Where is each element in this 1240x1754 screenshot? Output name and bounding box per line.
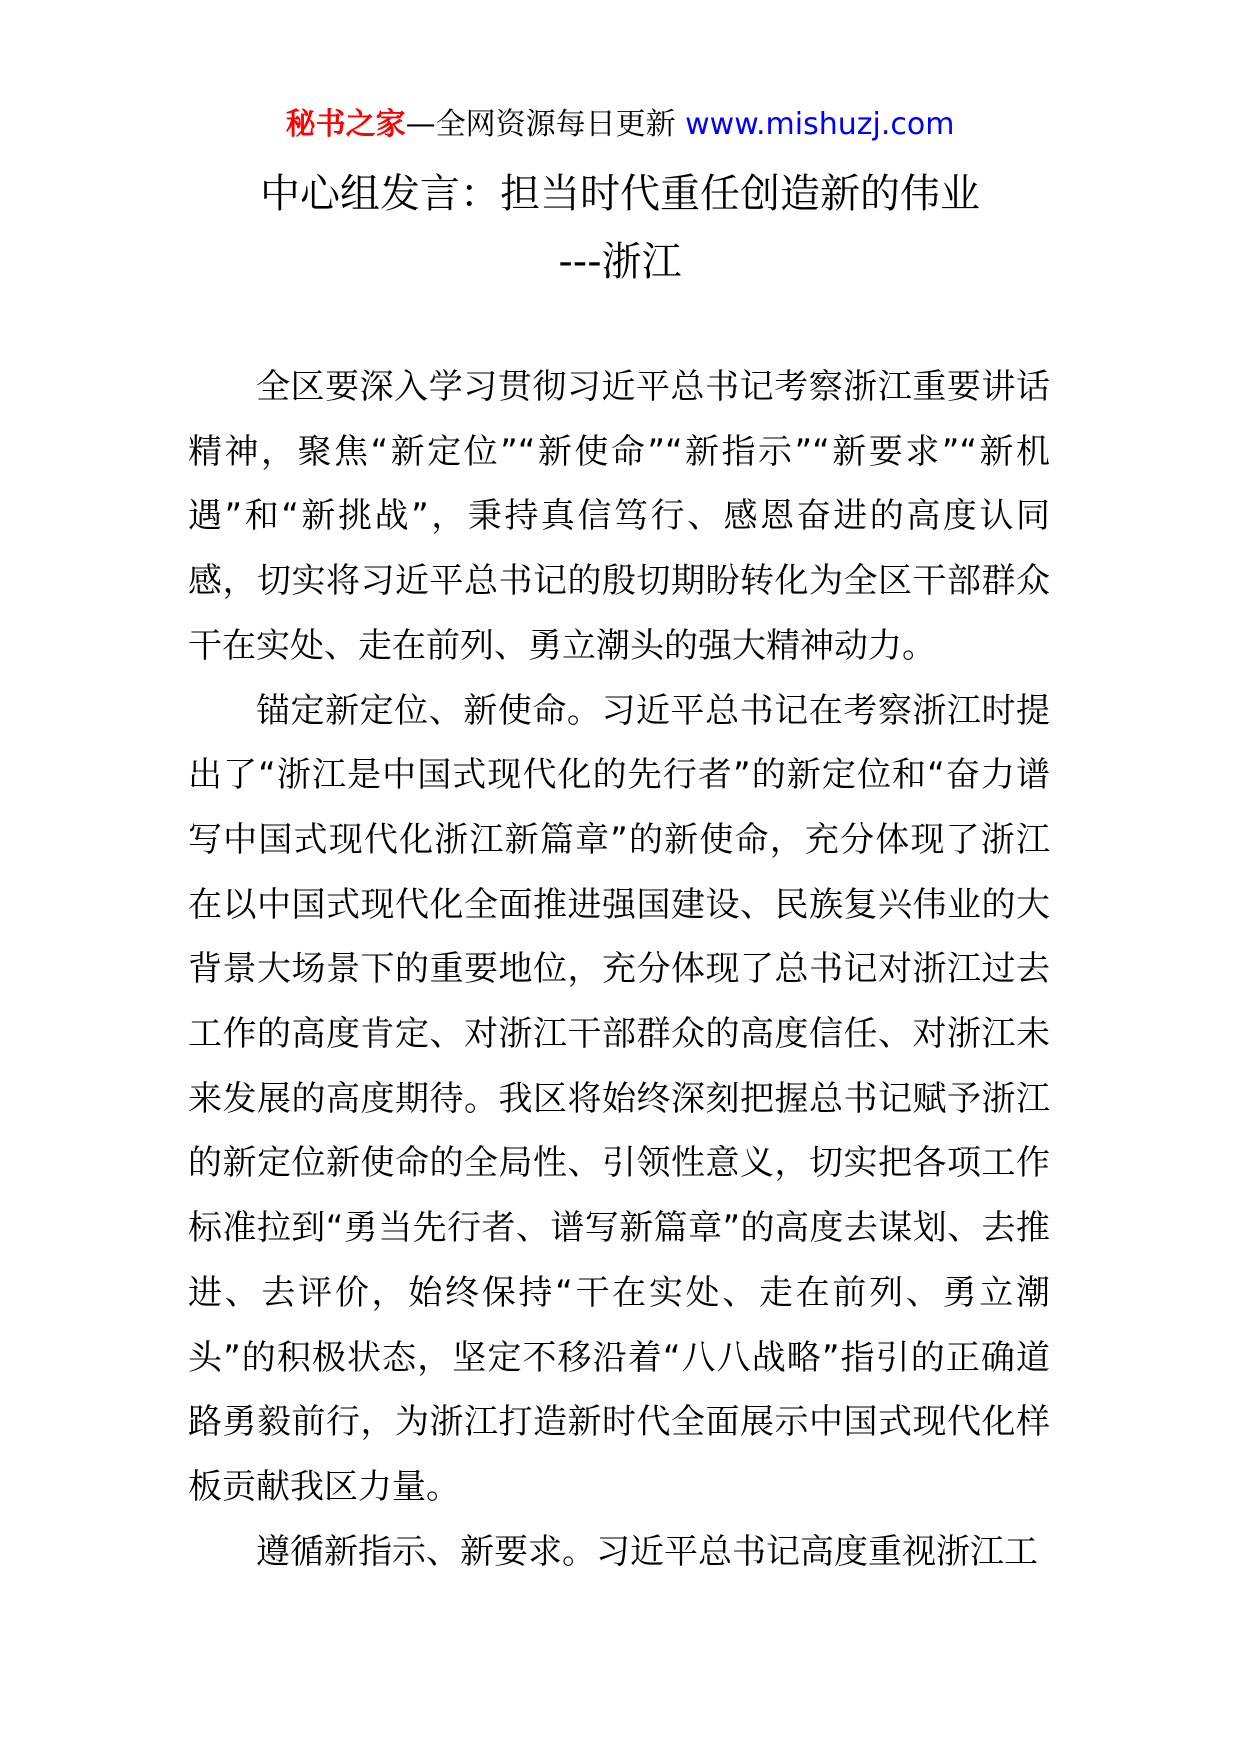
paragraph: 遵循新指示、新要求。习近平总书记高度重视浙江工 [256,1531,1038,1572]
site-url-link[interactable]: www.mishuzj.com [685,107,955,142]
brand-name: 秘书之家 [285,107,406,142]
header-tagline: —全网资源每日更新 [405,107,686,142]
paragraph: 全区要深入学习贯彻习近平总书记考察浙江重要讲话精神，聚焦“新定位”“新使命”“新指示”“新要求”“新机遇”和“新挑战”，秉持真信笃行、感恩奋进的高度认同感，切实将习近平总书记的殷切期盼转化为全区干部群众干在实处、走在前列、勇立潮头的强大精神动力。 [188,367,1050,666]
paragraph: 锚定新定位、新使命。习近平总书记在考察浙江时提出了“浙江是中国式现代化的先行者”的新定位和“奋力谱写中国式现代化浙江新篇章”的新使命，充分体现了浙江在以中国式现代化全面推进强国建设、民族复兴伟业的大背景大场景下的重要地位，充分体现了总书记对浙江过去工作的高度肯定、对浙江干部群众的高度信任、对浙江未来发展的高度期待。我区将始终深刻把握总书记赋予浙江的新定位新使命的全局性、引领性意义，切实把各项工作标准拉到“勇当先行者、谱写新篇章”的高度去谋划、去推进、去评价，始终保持“干在实处、走在前列、勇立潮头”的积极状态，坚定不移沿着“八八战略”指引的正确道路勇毅前行，为浙江打造新时代全面展示中国式现代化样板贡献我区力量。 [188,690,1050,1507]
page-header [0,100,1240,150]
document-subtitle: ---浙江 [558,239,682,285]
document-body [188,355,1050,1584]
document-title: 中心组发言：担当时代重任创造新的伟业 [260,171,980,217]
